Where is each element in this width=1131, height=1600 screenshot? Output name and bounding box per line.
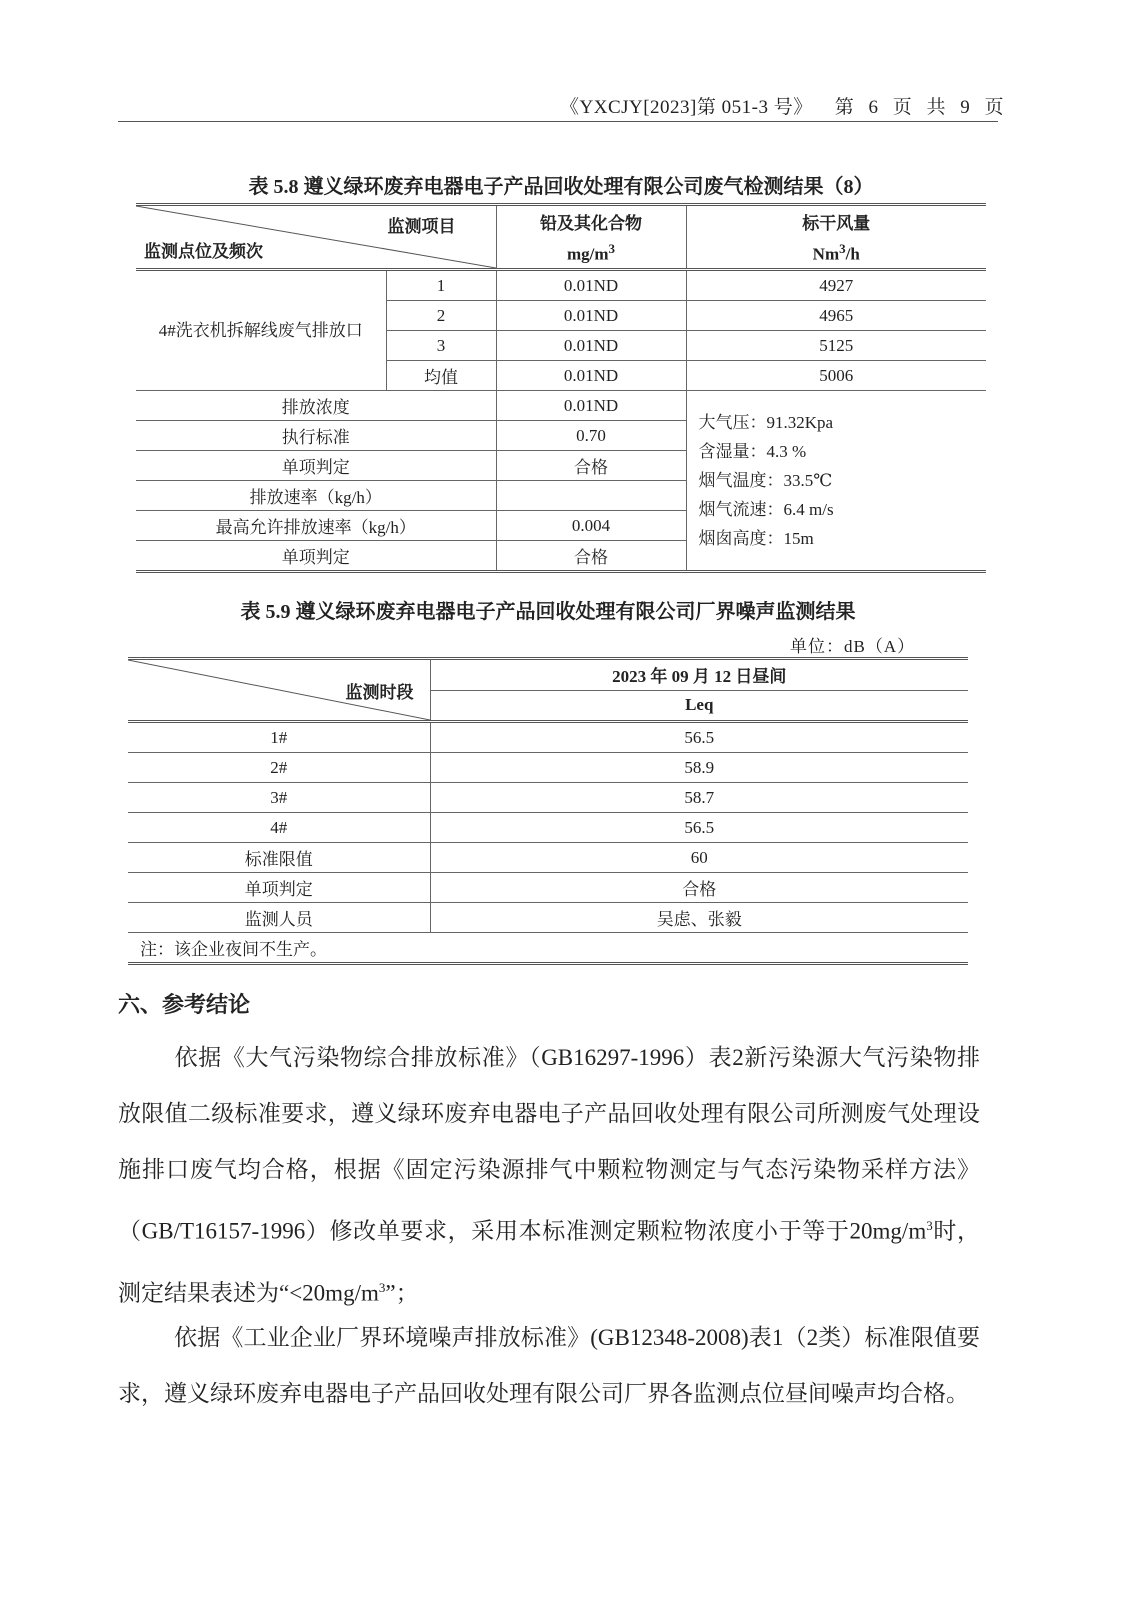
param-velocity: 烟气流速：6.4 m/s	[698, 500, 834, 519]
lead-cell: 0.01ND	[496, 270, 686, 301]
point-cell: 单项判定	[128, 873, 430, 903]
flow-cell: 4927	[686, 270, 986, 301]
summary-label: 单项判定	[136, 541, 496, 572]
value-cell: 56.5	[430, 722, 968, 753]
note-text: 注：该企业夜间不生产。	[128, 933, 968, 964]
point-cell: 1#	[128, 722, 430, 753]
summary-value: 合格	[496, 451, 686, 481]
lead-cell: 0.01ND	[496, 361, 686, 391]
table-5-8-caption: 表 5.8 遵义绿环废弃电器电子产品回收处理有限公司废气检测结果（8）	[248, 176, 874, 198]
flow-cell: 5006	[686, 361, 986, 391]
value-cell: 合格	[430, 873, 968, 903]
table-5-9-caption: 表 5.9 遵义绿环废弃电器电子产品回收处理有限公司厂界噪声监测结果	[240, 601, 856, 623]
freq-cell: 均值	[386, 361, 496, 391]
summary-row	[136, 391, 986, 421]
summary-value: 合格	[496, 541, 686, 572]
table-row	[128, 783, 968, 813]
header-lead-unit: $mg/m^3$	[496, 237, 686, 270]
table-row	[136, 270, 986, 301]
param-pressure: 大气压：91.32Kpa	[698, 413, 834, 432]
header-divider	[118, 121, 998, 122]
summary-label: 单项判定	[136, 451, 496, 481]
lead-cell: 0.01ND	[496, 331, 686, 361]
table-5-9	[128, 657, 968, 965]
diagonal-header-cell	[128, 659, 430, 722]
page-info: 第 6 页 共 9 页	[834, 97, 1009, 118]
point-cell: 监测人员	[128, 903, 430, 933]
freq-cell: 3	[386, 331, 496, 361]
header-lead: 铅及其化合物	[496, 205, 686, 238]
point-cell: 2#	[128, 753, 430, 783]
summary-value	[496, 481, 686, 511]
value-cell: 58.7	[430, 783, 968, 813]
flow-cell: 4965	[686, 301, 986, 331]
header-monitoring-item: 监测项目	[387, 217, 456, 236]
table-row	[128, 813, 968, 843]
lead-cell: 0.01ND	[496, 301, 686, 331]
header-monitoring-location: 监测点位及频次	[144, 242, 263, 261]
point-cell: 4#	[128, 813, 430, 843]
table-row	[128, 903, 968, 933]
param-temperature: 烟气温度：33.5℃	[698, 471, 833, 490]
report-number: 《YXCJY[2023]第 051-3 号》	[560, 97, 813, 118]
param-stack-height: 烟囱高度：15m	[698, 529, 814, 548]
freq-cell: 1	[386, 270, 496, 301]
summary-value: 0.004	[496, 511, 686, 541]
location-cell: 4#洗衣机拆解线废气排放口	[136, 270, 386, 391]
measurement-params	[686, 391, 986, 572]
freq-cell: 2	[386, 301, 496, 331]
header-flow: 标干风量	[802, 214, 871, 233]
param-humidity: 含湿量：4.3 %	[698, 442, 807, 461]
conclusion-paragraph-2: 依据《工业企业厂界环境噪声排放标准》(GB12348-2008)表1（2类）标准限值要求，遵义绿环废弃电器电子产品回收处理有限公司厂界各监测点位昼间噪声均合格。	[118, 1325, 980, 1406]
note-row	[128, 933, 968, 964]
table-5-8	[136, 203, 986, 573]
summary-label: 执行标准	[136, 421, 496, 451]
flow-cell: 5125	[686, 331, 986, 361]
point-cell: 标准限值	[128, 843, 430, 873]
table-row	[128, 722, 968, 753]
conclusion-paragraph-1: 依据《大气污染物综合排放标准》（GB16297-1996）表2新污染源大气污染物排放限值二级标准要求，遵义绿环废弃电器电子产品回收处理有限公司所测废气处理设施排口废气均合格，根据《固定污染源排气中颗粒物测定与气态污染物采样方法》（GB/T16157-1996）修改单要求，采用本标准测定颗粒物浓度小于等于$20mg/m^3$时，测定结果表述为“$<20mg/m^3$”；	[118, 1045, 980, 1306]
value-cell: 58.9	[430, 753, 968, 783]
summary-value: 0.70	[496, 421, 686, 451]
value-cell: 56.5	[430, 813, 968, 843]
value-cell: 60	[430, 843, 968, 873]
table-row	[128, 753, 968, 783]
summary-label: 最高允许排放速率（kg/h）	[136, 511, 496, 541]
header-metric: Leq	[430, 690, 968, 722]
summary-label: 排放浓度	[136, 391, 496, 421]
header-monitoring-period: 监测时段	[345, 683, 414, 702]
unit-label: 单位：dB（A）	[790, 637, 916, 656]
point-cell: 3#	[128, 783, 430, 813]
diagonal-header-cell	[136, 205, 496, 270]
page-header	[560, 92, 1009, 119]
summary-value: 0.01ND	[496, 391, 686, 421]
table-row	[128, 873, 968, 903]
value-cell: 吴虑、张毅	[430, 903, 968, 933]
section-heading: 六、参考结论	[118, 992, 251, 1017]
table-row	[128, 843, 968, 873]
header-period: 2023 年 09 月 12 日昼间	[430, 659, 968, 691]
header-flow-unit: Nm$^3$/h	[686, 237, 986, 270]
summary-label: 排放速率（kg/h）	[136, 481, 496, 511]
